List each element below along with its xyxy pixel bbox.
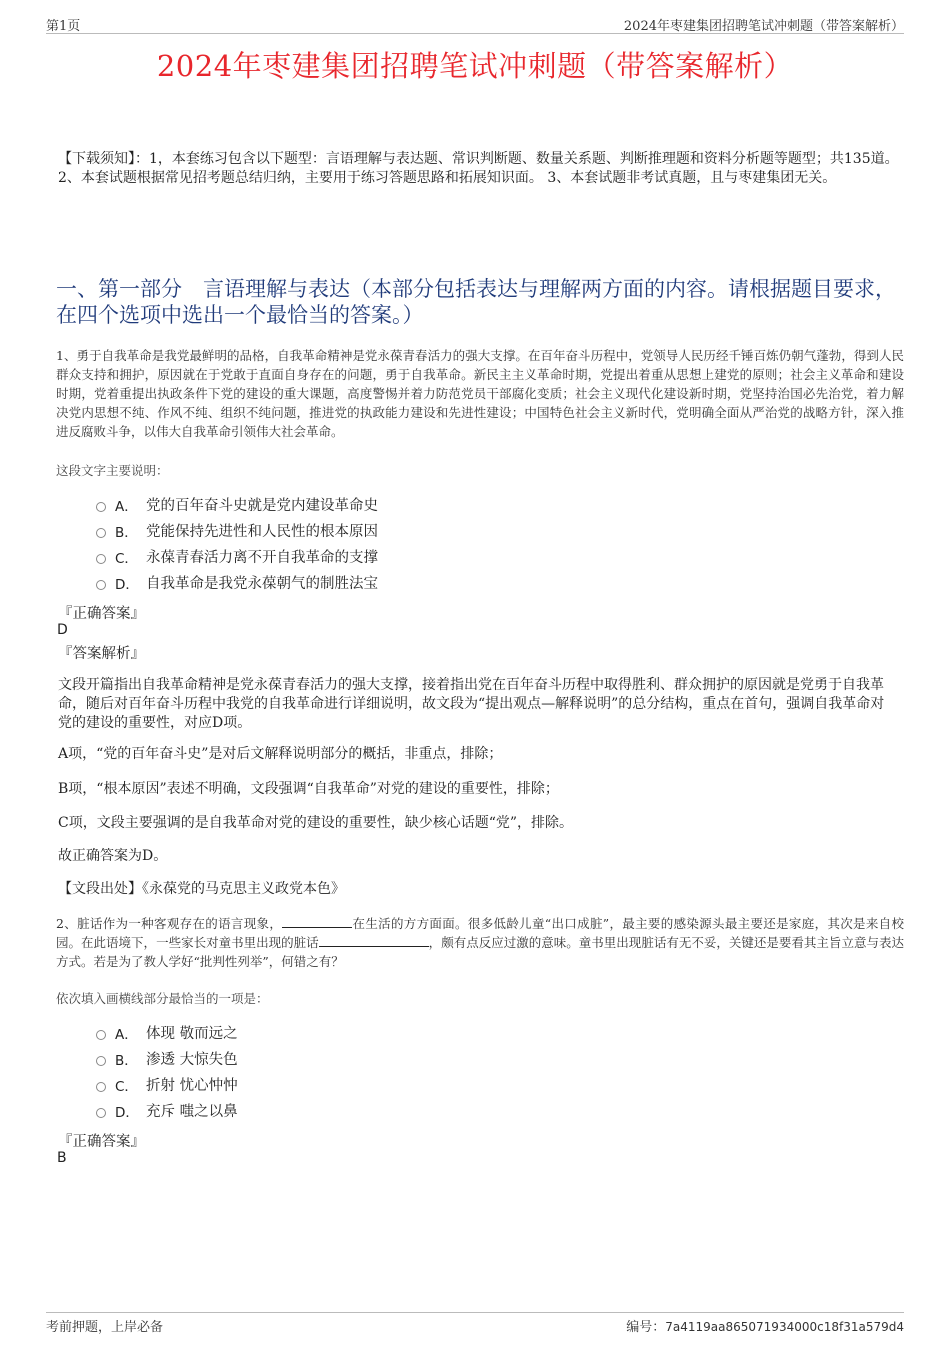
q1-source: 【文段出处】《永葆党的马克思主义政党本色》 — [58, 881, 345, 897]
header-doc-title: 2024年枣建集团招聘笔试冲刺题（带答案解析） — [623, 19, 904, 34]
q2-answer: B — [57, 1150, 67, 1166]
q1-analysis-a: A项，“党的百年奋斗史”是对后文解释说明部分的概括，非重点，排除； — [58, 746, 503, 762]
q1-analysis-conclusion: 故正确答案为D。 — [58, 848, 168, 864]
question-1-text: 1、勇于自我革命是我党最鲜明的品格，自我革命精神是党永葆青春活力的强大支撑。在百年奋斗历程中，党领导人民历经千锤百炼仍朝气蓬勃，得到人民群众支持和拥护，原因就在于党敢于直面自身存在的问题，勇于自我革命。新民主主义革命时期，党提出着重从思想上建党的原则；社会主义革命和建设时期，党着重提出执政条件下党的建设的重大课题，高度警惕并着力防范党员干部腐化变质；社会主义现代化建设新时期，党坚持治国必先治党，着力解决党内思想不纯、作风不纯、组织不纯问题，推进党的执政能力建设和先进性建设；中国特色社会主义新时代，党明确全面从严治党的战略方针，深入推进反腐败斗争，以伟大自我革命引领伟大社会革命。 — [56, 348, 904, 439]
page-number: 第1页 — [46, 19, 81, 34]
question-2-text: 2、脏话作为一种客观存在的语言现象， 在生活的方方面面。很多低龄儿童“出口成脏”，最主要的感染源头最主要还是家庭，其次是来自校园。在此语境下，一些家长对童书里出现的脏话 ，颇有点反应过激的意味。童书里出现脏话有无不妥，关键还是要看其主旨立意与表达方式。若是为了教人学好“批判性列举”，何错之有？ — [56, 916, 904, 969]
download-notice: 【下载须知】：1，本套练习包含以下题型：言语理解与表达题、常识判断题、数量关系题、判断推理题和资料分析题等题型；共135道。 2、本套试题根据常见招考题总结归纳，主要用于练习答题思路和拓展知识面。 3、本套试题非考试真题，且与枣建集团无关。 — [58, 151, 899, 186]
footer-slogan: 考前押题，上岸必备 — [46, 1320, 164, 1335]
page-header — [46, 14, 904, 34]
q1-analysis-main: 文段开篇指出自我革命精神是党永葆青春活力的强大支撑，接着指出党在百年奋斗历程中取得胜利、群众拥护的原因就是党勇于自我革命，随后对百年奋斗历程中我党的自我革命进行详细说明，故文段为“提出观点—解释说明”的总分结构，重点在首句，强调自我革命对党的建设的重要性，对应D项。 — [58, 677, 885, 731]
blank-1[interactable] — [282, 916, 352, 928]
question-2-prompt: 依次填入画横线部分最恰当的一项是： — [56, 991, 269, 1006]
radio-button[interactable] — [96, 1030, 106, 1040]
radio-button[interactable] — [96, 1082, 106, 1092]
q1-analysis-b: B项，“根本原因”表述不明确，文段强调“自我革命”对党的建设的重要性，排除； — [58, 781, 559, 797]
radio-button[interactable] — [96, 554, 106, 564]
q2-answer-label: 『正确答案』 — [58, 1134, 145, 1150]
radio-button[interactable] — [96, 528, 106, 538]
footer-code: 编号：7a4119aa865071934000c18f31a579d4 — [626, 1320, 904, 1335]
blank-2[interactable] — [319, 935, 429, 947]
page-title: 2024年枣建集团招聘笔试冲刺题（带答案解析） — [156, 49, 794, 83]
radio-button[interactable] — [96, 1108, 106, 1118]
radio-button[interactable] — [96, 1056, 106, 1066]
q1-answer: D — [57, 622, 68, 638]
q1-analysis-label: 『答案解析』 — [58, 646, 145, 662]
q1-analysis-c: C项，文段主要强调的是自我革命对党的建设的重要性，缺少核心话题“党”，排除。 — [58, 815, 574, 831]
radio-button[interactable] — [96, 580, 106, 590]
question-1-prompt: 这段文字主要说明： — [56, 463, 169, 478]
q1-answer-label: 『正确答案』 — [58, 606, 145, 622]
page-footer — [46, 1312, 904, 1334]
section-heading: 一、第一部分 言语理解与表达（本部分包括表达与理解两方面的内容。请根据题目要求，在四个选项中选出一个最恰当的答案。） — [56, 277, 896, 327]
radio-button[interactable] — [96, 502, 106, 512]
